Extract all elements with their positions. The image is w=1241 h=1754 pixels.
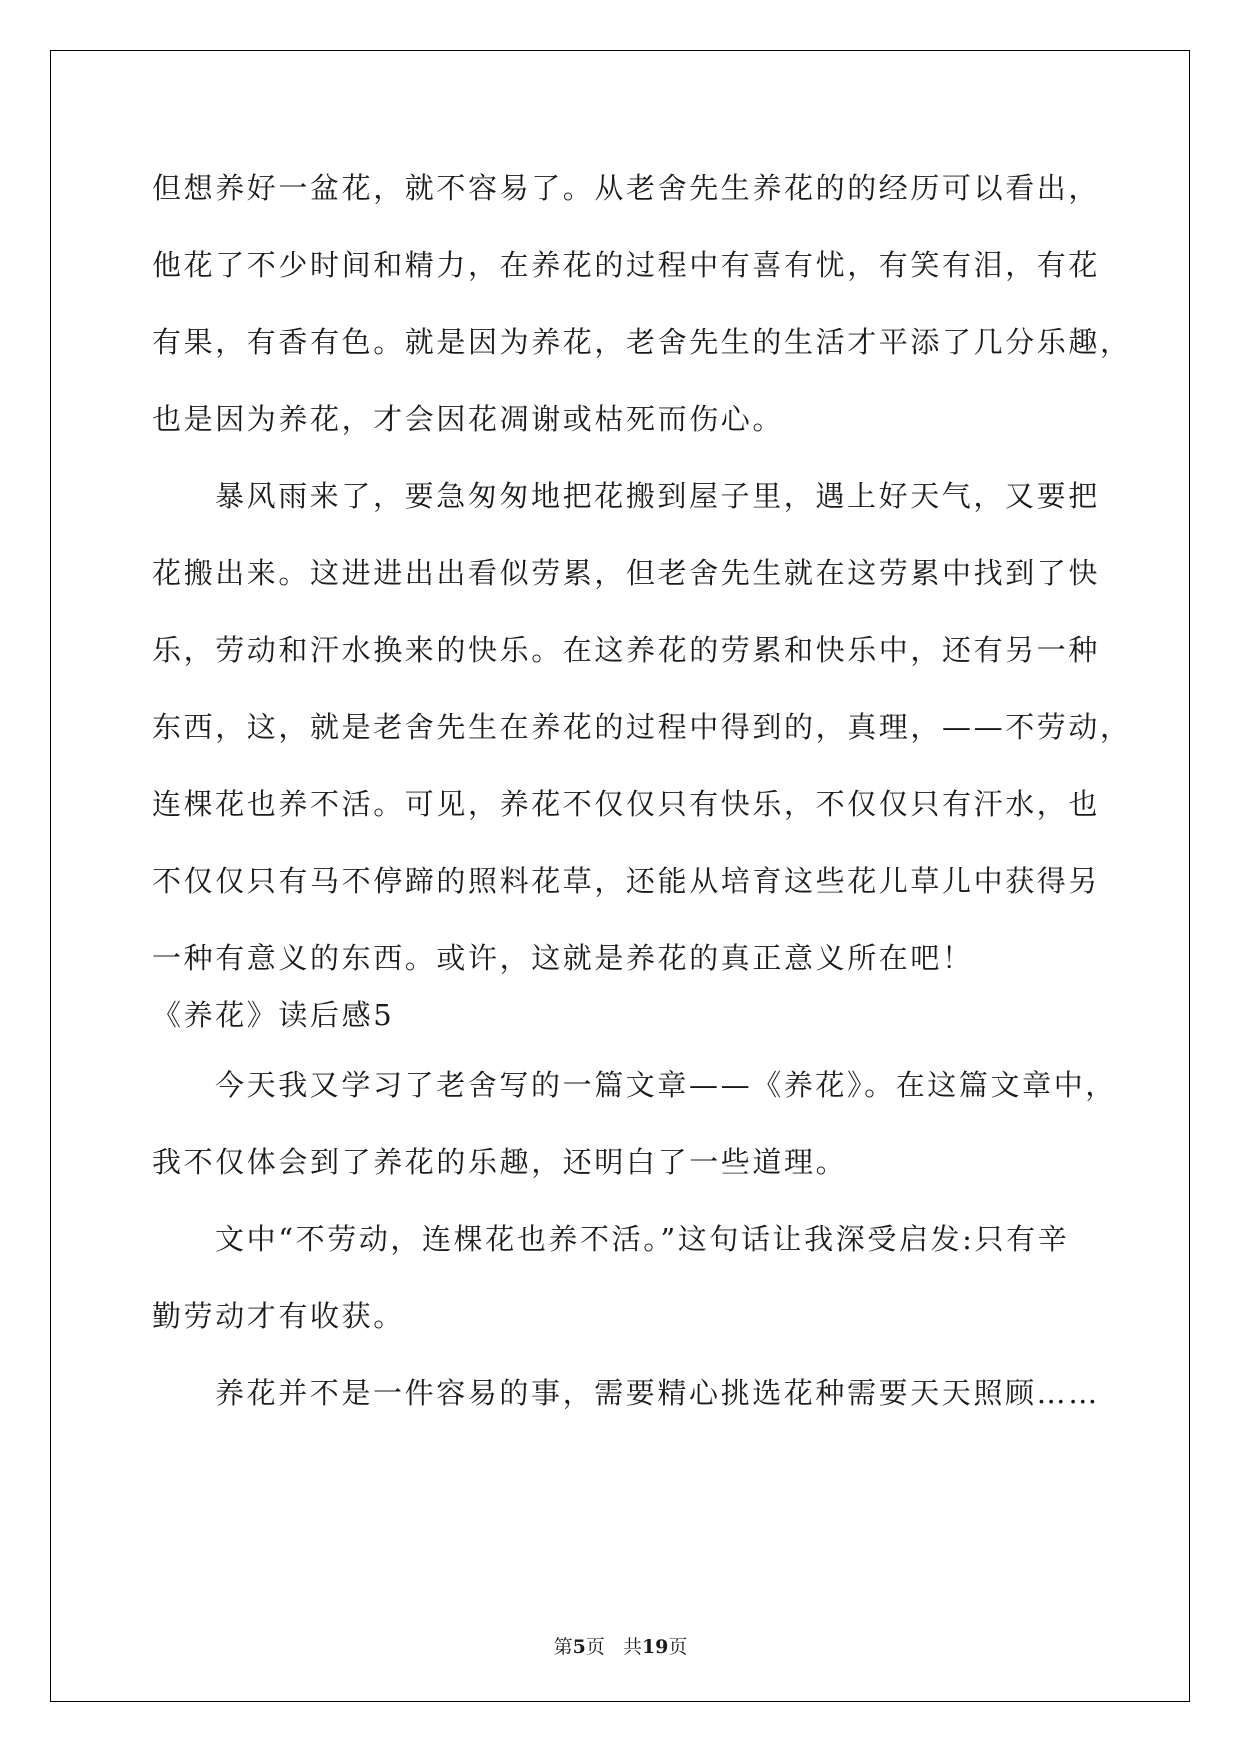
text-line: 一种有意义的东西。或许，这就是养花的真正意义所在吧！ <box>152 941 974 975</box>
text-line: 勤劳动才有收获。 <box>152 1299 405 1333</box>
footer-prefix: 第 <box>553 1636 573 1658</box>
current-page-number: 5 <box>572 1636 586 1658</box>
text-line: 今天我又学习了老舍写的一篇文章——《养花》。在这篇文章中， <box>215 1068 1117 1102</box>
text-line: 有果，有香有色。就是因为养花，老舍先生的生活才平添了几分乐趣， <box>152 325 1132 359</box>
section-heading: 《养花》读后感5 <box>152 998 395 1032</box>
footer-mid: 页 共 <box>585 1636 642 1658</box>
text-line: 连棵花也养不活。可见，养花不仅仅只有快乐，不仅仅只有汗水，也 <box>152 787 1101 821</box>
text-line: 我不仅体会到了养花的乐趣，还明白了一些道理。 <box>152 1145 848 1179</box>
page-footer <box>0 1632 1241 1659</box>
text-line: 乐，劳动和汗水换来的快乐。在这养花的劳累和快乐中，还有另一种 <box>152 633 1101 667</box>
document-body <box>152 150 1132 1432</box>
text-line: 文中“不劳动，连棵花也养不活。”这句话让我深受启发:只有辛 <box>215 1222 1070 1256</box>
text-line: 不仅仅只有马不停蹄的照料花草，还能从培育这些花儿草儿中获得另 <box>152 864 1101 898</box>
text-line: 但想养好一盆花，就不容易了。从老舍先生养花的的经历可以看出， <box>152 171 1101 205</box>
text-line: 花搬出来。这进进出出看似劳累，但老舍先生就在这劳累中找到了快 <box>152 556 1101 590</box>
text-line: 也是因为养花，才会因花凋谢或枯死而伤心。 <box>152 402 785 436</box>
text-line: 他花了不少时间和精力，在养花的过程中有喜有忧，有笑有泪，有花 <box>152 248 1101 282</box>
text-line: 暴风雨来了，要急匆匆地把花搬到屋子里，遇上好天气，又要把 <box>215 479 1100 513</box>
footer-suffix: 页 <box>668 1636 688 1658</box>
text-line: 养花并不是一件容易的事，需要精心挑选花种需要天天照顾…… <box>215 1376 1100 1410</box>
total-page-number: 19 <box>641 1636 669 1658</box>
text-line: 东西，这，就是老舍先生在养花的过程中得到的，真理，——不劳动， <box>152 710 1132 744</box>
